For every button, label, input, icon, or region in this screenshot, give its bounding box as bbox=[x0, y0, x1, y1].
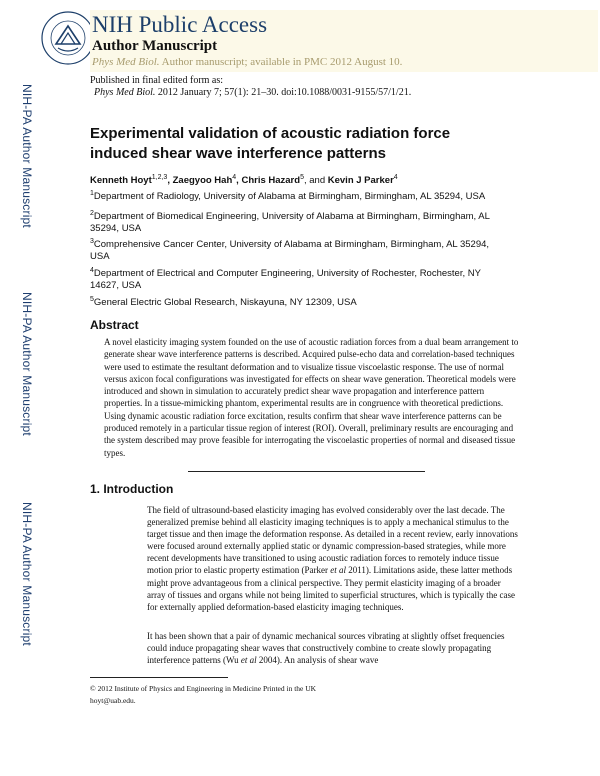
author-name: Chris Hazard bbox=[241, 175, 301, 187]
affiliation-5: $^5$General Electric Global Research, Niskayuna, NY 12309, USA bbox=[90, 296, 357, 309]
author-name: Kenneth Hoyt bbox=[90, 175, 152, 187]
contact-email: hoyt@uab.edu. bbox=[90, 696, 136, 705]
nih-public-access-title: NIH Public Access bbox=[92, 12, 268, 37]
introduction-paragraph-2: It has been shown that a pair of dynamic mechanical sources vibrating at slightly offset frequencies could induce propagating shear waves that constructively combine to create slowly propagating interference patterns (Wu et al 2004). An analysis of shear wave bbox=[147, 631, 505, 666]
copyright-notice: © 2012 Institute of Physics and Engineering in Medicine Printed in the UK bbox=[90, 684, 317, 693]
affiliation-2: $^2$Department of Biomedical Engineering, University of Alabama at Birmingham, Birmingham, AL 35294, USA bbox=[90, 210, 490, 235]
author-name: Kevin J Parker bbox=[327, 175, 394, 187]
abstract-text: A novel elasticity imaging system founded on the use of acoustic radiation forces from a dual beam arrangement to generate shear wave interference patterns is described. Acquired pulse-echo data and correlation-based techniques were used to estimate the resultant deformation and to visualize tissue viscoelastic response. The use of normal versus axicon focal configurations was investigated for effects on shear wave generation. Theoretical models were introduced and shown in simulation to accurately predict shear wave propagation and interference pattern properties. In a tissue-mimicking phantom, experimental results are in congruence with theoretical predictions. Using dynamic acoustic radiation force excitation, results confirm that shear wave interference patterns can be produced remotely in a particular tissue region of interest (ROI). Overall, preliminary results are encouraging and the system described may prove feasible for interrogating the viscoelastic properties of normal and diseased tissue types. bbox=[104, 337, 519, 458]
availability-note: Phys Med Biol. Author manuscript; available in PMC 2012 August 10. bbox=[92, 56, 403, 68]
affiliation-1: $^1$Department of Radiology, University of Alabama at Birmingham, Birmingham, AL 35294, USA bbox=[90, 190, 486, 203]
citation-line: Phys Med Biol. 2012 January 7; 57(1): 21–30. doi:10.1088/0031-9155/57/1/21. bbox=[94, 87, 412, 98]
side-label-middle: NIH-PA Author Manuscript bbox=[20, 292, 34, 436]
author-list: Kenneth Hoyt$^{1,2,3}$, Zaegyoo Hah$^4$, Chris Hazard$^5$, and Kevin J Parker$^4$ bbox=[90, 174, 398, 187]
published-label: Published in final edited form as: bbox=[90, 75, 224, 86]
author-name: Zaegyoo Hah bbox=[172, 175, 233, 187]
footnote-divider bbox=[90, 677, 228, 678]
introduction-paragraph-1: The field of ultrasound-based elasticity imaging has evolved considerably over the last decade. The generalized premise behind all elasticity imaging techniques is to apply a mechanical stimulus to the target tissue and then image the deformation response. As detailed in a recent review, early innovations were focused around externally applied static or dynamic compression-based strategies, while more recent developments have transitioned to using acoustic radiation forces to remotely induce tissue motion prior to elastic property estimation (Parker et al 2011). Limitations aside, these latter methods might prove advantageous from a clinical perspective. They permit elasticity imaging of a broader array of tissues and organs while not being limited to superficial structures, which is typically the case for externally applied deformation-based elasticity imaging techniques. bbox=[147, 505, 518, 612]
side-label-top: NIH-PA Author Manuscript bbox=[20, 84, 34, 228]
nih-seal-logo bbox=[40, 10, 96, 66]
affiliation-3: $^3$Comprehensive Cancer Center, University of Alabama at Birmingham, Birmingham, AL 35294, USA bbox=[90, 238, 490, 263]
side-label-bottom: NIH-PA Author Manuscript bbox=[20, 502, 34, 646]
introduction-heading: 1. Introduction bbox=[90, 482, 174, 496]
author-manuscript-label: Author Manuscript bbox=[92, 38, 218, 54]
affiliation-4: $^4$Department of Electrical and Computer Engineering, University of Rochester, Rochester, NY 14627, USA bbox=[90, 267, 481, 292]
abstract-heading: Abstract bbox=[90, 318, 139, 332]
section-divider bbox=[188, 471, 425, 472]
article-title: Experimental validation of acoustic radiation force induced shear wave interference patterns bbox=[90, 125, 451, 162]
